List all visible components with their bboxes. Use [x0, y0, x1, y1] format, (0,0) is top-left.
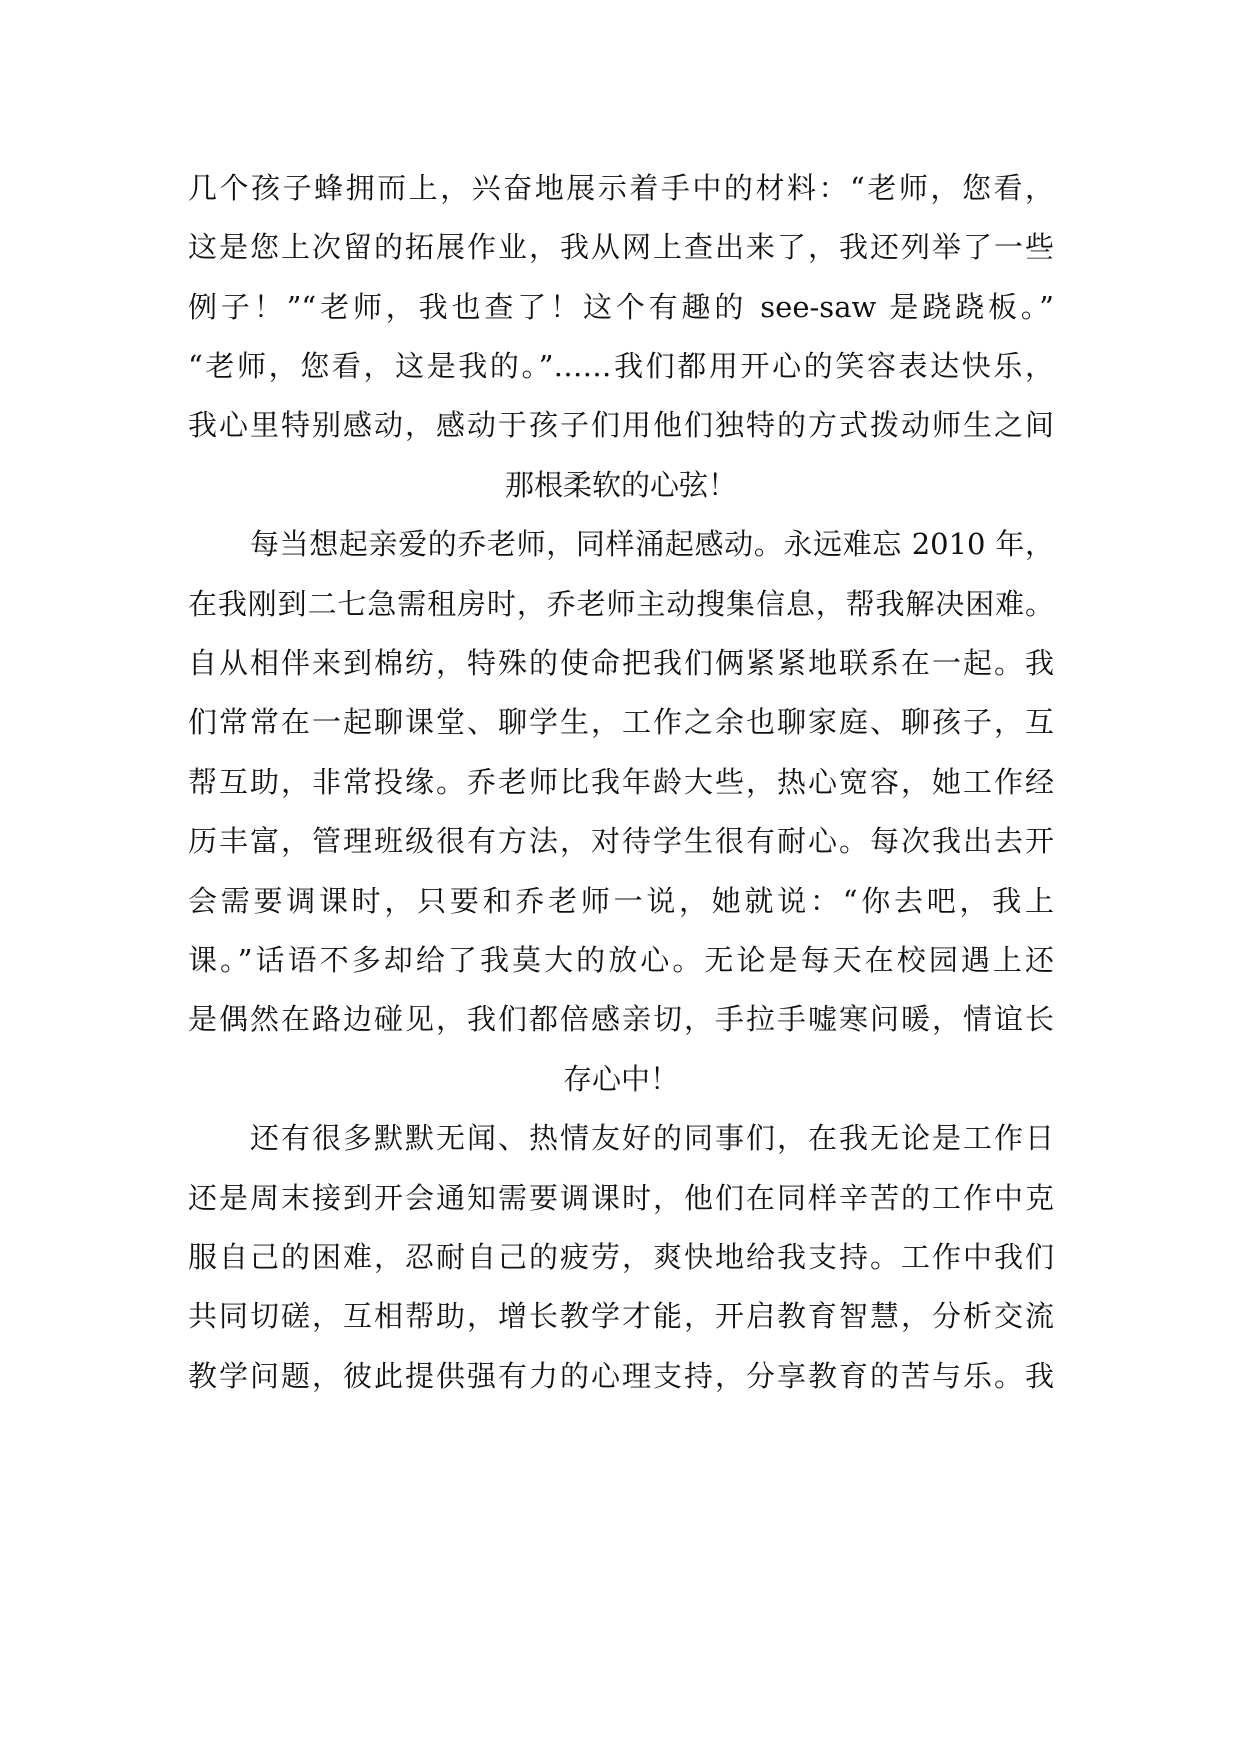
text-line-centered: 存心中！ — [562, 1062, 679, 1096]
text-line: 历丰富，管理班级很有方法，对待学生很有耐心。每次我出去开 — [188, 824, 1054, 858]
text-line: 们常常在一起聊课堂、聊学生，工作之余也聊家庭、聊孩子，互 — [188, 705, 1054, 739]
text-line: 我心里特别感动，感动于孩子们用他们独特的方式拨动师生之间 — [188, 408, 1054, 442]
text-line: 课。”话语不多却给了我莫大的放心。无论是每天在校园遇上还 — [188, 943, 1054, 977]
text-line: “老师，您看，这是我的。”……我们都用开心的笑容表达快乐， — [188, 349, 1054, 383]
text-line-centered: 那根柔软的心弦！ — [504, 468, 737, 502]
text-line: 这是您上次留的拓展作业，我从网上查出来了，我还列举了一些 — [188, 230, 1054, 264]
text-line: 是偶然在路边碰见，我们都倍感亲切，手拉手嘘寒问暖，情谊长 — [188, 1002, 1054, 1036]
paragraph-start-line: 每当想起亲爱的乔老师，同样涌起感动。永远难忘 2010 年， — [250, 527, 1054, 561]
text-line: 帮互助，非常投缘。乔老师比我年龄大些，热心宽容，她工作经 — [188, 765, 1054, 799]
paragraph-start-line: 还有很多默默无闻、热情友好的同事们，在我无论是工作日 — [250, 1121, 1054, 1155]
text-line: 在我刚到二七急需租房时，乔老师主动搜集信息，帮我解决困难。 — [188, 587, 1054, 621]
text-line: 自从相伴来到棉纺，特殊的使命把我们俩紧紧地联系在一起。我 — [188, 646, 1054, 680]
text-line: 几个孩子蜂拥而上，兴奋地展示着手中的材料：“老师，您看， — [188, 171, 1054, 205]
text-line: 教学问题，彼此提供强有力的心理支持，分享教育的苦与乐。我 — [188, 1359, 1054, 1393]
text-line: 还是周末接到开会通知需要调课时，他们在同样辛苦的工作中克 — [188, 1181, 1054, 1215]
text-line: 服自己的困难，忍耐自己的疲劳，爽快地给我支持。工作中我们 — [188, 1240, 1054, 1274]
text-line: 例子！”“老师，我也查了！这个有趣的 see-saw 是跷跷板。” — [188, 290, 1054, 324]
text-line: 共同切磋，互相帮助，增长教学才能，开启教育智慧，分析交流 — [188, 1299, 1054, 1333]
text-line: 会需要调课时，只要和乔老师一说，她就说：“你去吧，我上 — [188, 884, 1054, 918]
